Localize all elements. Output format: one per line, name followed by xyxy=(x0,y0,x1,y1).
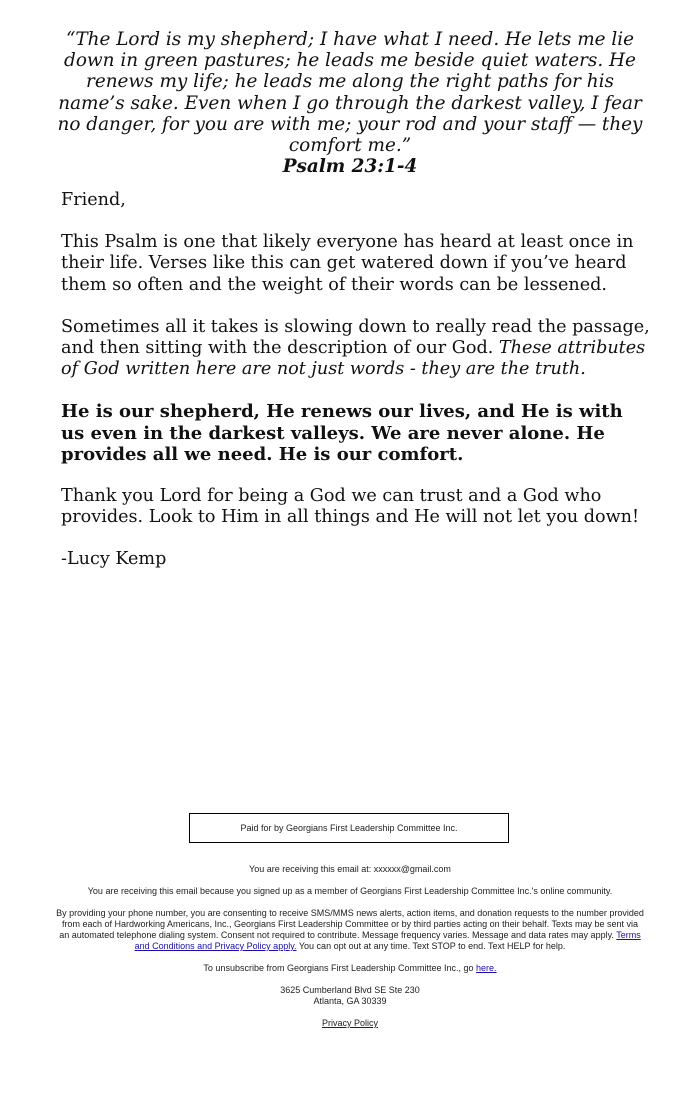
paragraph-2-text: Sometimes all it takes is slowing down to really read the passage, and then sitting with the description of our God. xyxy=(61,316,650,359)
footer xyxy=(56,864,644,1040)
sms-disclaimer xyxy=(56,908,644,952)
paragraph-2-emphasis: These attributes of God written here are not just words - they are the truth. xyxy=(61,338,646,380)
address-line-2: Atlanta, GA 30339 xyxy=(313,996,387,1006)
member-note: You are receiving this email because you signed up as a member of Georgians First Leadership Committee Inc.'s online community. xyxy=(87,886,613,896)
recipient-email: xxxxxx@gmail.com xyxy=(373,864,451,874)
privacy-policy-link[interactable]: Privacy Policy xyxy=(321,1018,378,1028)
unsubscribe-line xyxy=(56,963,644,974)
paragraph-4: Thank you Lord for being a God we can trust and a God who provides. Look to Him in all things and He will not let you down! xyxy=(61,486,640,528)
quote-text: “The Lord is my shepherd; I have what I need. He lets me lie down in green pastures; he leads me beside quiet waters. He renews my life; he leads me along the right paths for his name’s sake. Even when I go through the darkest valley, I fear no danger, for you are with me; your rod and your staff — they comfort me.” xyxy=(57,29,643,157)
sms-disclaimer-text: By providing your phone number, you are consenting to receive SMS/MMS news alerts, action items, and donation requests to the number provided from each of Hardworking Americans, Inc., Georgians First Leadership Committee or by third parties acting on their behalf. Texts may be sent via an automated telephone dialing system. Consent not required to contribute. Message frequency varies. Message and data rates may apply. xyxy=(56,908,644,940)
paid-for-text: Paid for by Georgians First Leadership Committee Inc. xyxy=(240,823,458,833)
greeting: Friend, xyxy=(61,190,126,210)
letter xyxy=(61,190,651,592)
paid-for-disclaimer xyxy=(189,813,509,843)
unsubscribe-link[interactable]: here. xyxy=(476,963,497,973)
address-line-1: 3625 Cumberland Blvd SE Ste 230 xyxy=(280,985,420,995)
unsubscribe-text: To unsubscribe from Georgians First Leadership Committee Inc., go xyxy=(203,963,477,973)
signature: -Lucy Kemp xyxy=(61,549,167,570)
privacy-line xyxy=(56,1018,644,1029)
paragraph-2 xyxy=(61,317,651,381)
quote-reference: Psalm 23:1-4 xyxy=(282,156,418,178)
receiving-email-line xyxy=(56,864,644,875)
terms-privacy-link[interactable]: Terms and Conditions and Privacy Policy apply. xyxy=(134,930,641,951)
scripture-quote xyxy=(52,29,648,177)
sms-opt-out-text: You can opt out at any time. Text STOP to end. Text HELP for help. xyxy=(296,941,566,951)
receiving-prefix: You are receiving this email at: xyxy=(249,864,374,874)
mailing-address xyxy=(56,985,644,1007)
paragraph-3-bold: He is our shepherd, He renews our lives, and He is with us even in the darkest valleys. We are never alone. He provides all we need. He is our comfort. xyxy=(61,401,623,465)
paragraph-1: This Psalm is one that likely everyone has heard at least once in their life. Verses like this can get watered down if you’ve heard them so often and the weight of their words can be lessened. xyxy=(61,232,634,295)
